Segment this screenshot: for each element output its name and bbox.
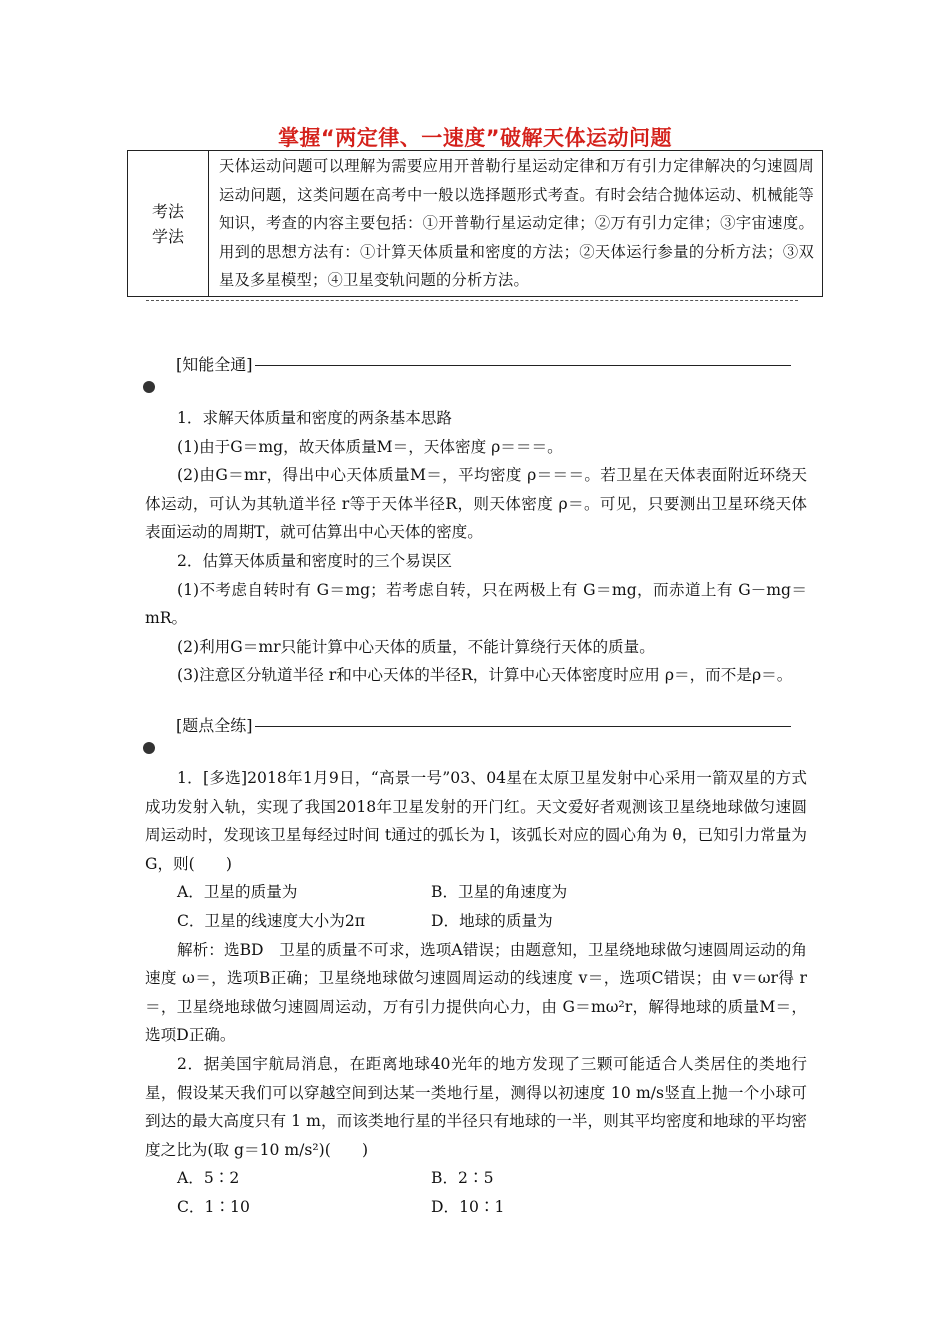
exam-method-body: 天体运动问题可以理解为需要应用开普勒行星运动定律和万有引力定律解决的匀速圆周运动问题，这类问题在高考中一般以选择题形式考查。有时会结合抛体运动、机械能等知识，考查的内容主要包括：①开普勒行星运动定律；②万有引力定律；③宇宙速度。用到的思想方法有：①计算天体质量和密度的方法；②天体运行参量的分析方法；③双星及多星模型；④卫星变轨问题的分析方法。: [219, 157, 814, 290]
knowledge-header-label: [知能全通]: [176, 355, 253, 374]
question-2-options-row1: [145, 1164, 807, 1193]
exam-method-label: [128, 151, 209, 296]
question-1-options-row1: [145, 878, 807, 907]
knowledge-section-header: [176, 352, 806, 375]
q1-option-d: D．地球的质量为: [431, 911, 553, 930]
knowledge-p1-title: 1．求解天体质量和密度的两条基本思路: [177, 409, 453, 427]
q1-option-c: C．卫星的线速度大小为2π: [177, 911, 366, 930]
q2-option-a: A．5∶2: [177, 1169, 240, 1188]
q1-option-b: B．卫星的角速度为: [431, 883, 568, 902]
exam-method-label-line2: 学法: [151, 226, 184, 246]
practice-header-label: [题点全练]: [176, 716, 253, 735]
q2-option-c: C．1∶10: [177, 1197, 250, 1216]
q2-option-b: B．2∶5: [431, 1169, 494, 1188]
knowledge-p2-title: 2．估算天体质量和密度时的三个易误区: [177, 551, 453, 570]
practice-content: [145, 764, 807, 1222]
question-2-options-row2: [145, 1193, 807, 1222]
knowledge-content: [145, 404, 807, 690]
knowledge-p2-a: (1)不考虑自转时有 G＝mg；若考虑自转，只在两极上有 G＝mg，而赤道上有 G－mg＝mR。: [145, 580, 807, 628]
question-1-options-row2: [145, 907, 807, 936]
header-rule: [255, 726, 791, 727]
exam-method-label-line1: 考法: [151, 201, 184, 221]
knowledge-p2-c: (3)注意区分轨道半径 r和中心天体的半径R，计算中心天体密度时应用 ρ＝，而不是ρ＝。: [177, 666, 793, 685]
header-rule: [255, 365, 791, 366]
q2-option-d: D．10∶1: [431, 1197, 505, 1216]
bullet-dot-icon: [143, 742, 155, 754]
question-1: 1．[多选]2018年1月9日，“高景一号”03、04星在太原卫星发射中心采用一箭双星的方式成功发射入轨，实现了我国2018年卫星发射的开门红。天文爱好者观测该卫星绕地球做匀速圆周运动时，发现该卫星每经过时间 t通过的弧长为 l，该弧长对应的圆心角为 θ，已知引力常量为G，则( ): [145, 769, 807, 873]
bullet-dot-icon: [143, 381, 155, 393]
q1-option-a: A．卫星的质量为: [177, 883, 298, 902]
page-title: 掌握“两定律、一速度”破解天体运动问题: [277, 126, 673, 150]
question-1-answer: 解析：选BD 卫星的质量不可求，选项A错误；由题意知，卫星绕地球做匀速圆周运动的角速度 ω＝，选项B正确；卫星绕地球做匀速圆周运动的线速度 v＝，选项C错误；由 v＝ωr得 r＝，卫星绕地球做匀速圆周运动，万有引力提供向心力，由 G＝mω²r，解得地球的质量M＝，选项D正确。: [145, 940, 807, 1045]
practice-section-header: [176, 713, 806, 736]
exam-method-table: [127, 150, 823, 297]
knowledge-p1-b: (2)由G＝mr，得出中心天体质量M＝，平均密度 ρ＝＝＝。若卫星在天体表面附近环绕天体运动，可认为其轨道半径 r等于天体半径R，则天体密度 ρ＝。可见，只要测出卫星环绕天体表面运动的周期T，就可估算出中心天体的密度。: [145, 466, 807, 542]
knowledge-p1-a: (1)由于G＝mg，故天体质量M＝，天体密度 ρ＝＝＝。: [177, 437, 563, 456]
dashed-divider: [146, 300, 798, 301]
question-2: 2．据美国宇航局消息，在距离地球40光年的地方发现了三颗可能适合人类居住的类地行星，假设某天我们可以穿越空间到达某一类地行星，测得以初速度 10 m/s竖直上抛一个小球可到达的最大高度只有 1 m，而该类地行星的半径只有地球的一半，则其平均密度和地球的平均密度之比为(取 g＝10 m/s²)( ): [145, 1054, 807, 1159]
knowledge-p2-b: (2)利用G＝mr只能计算中心天体的质量，不能计算绕行天体的质量。: [177, 637, 655, 656]
